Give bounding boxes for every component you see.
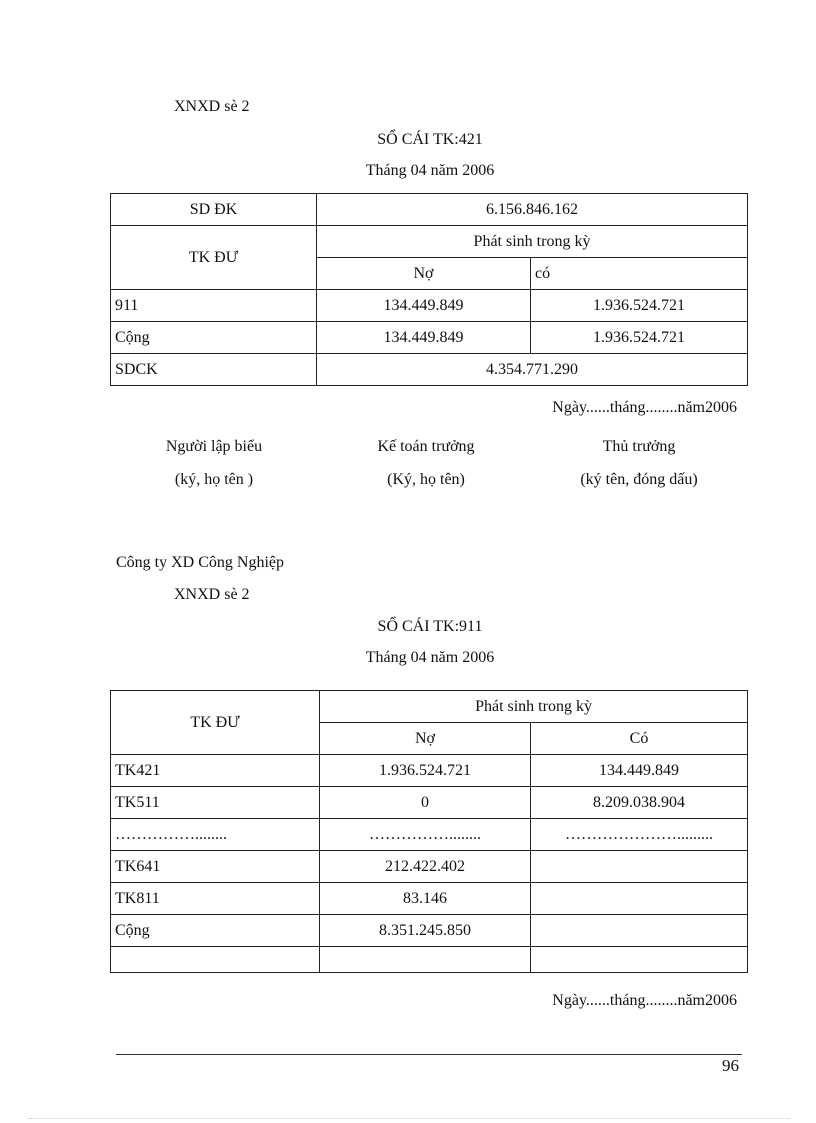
account-header: TK ĐƯ xyxy=(111,691,320,755)
debit-cell: 1.936.524.721 xyxy=(320,755,531,787)
header-row xyxy=(111,226,748,258)
debit-header: Nợ xyxy=(320,723,531,755)
ledger-title-911: SỔ CÁI TK:911 xyxy=(377,618,483,635)
debit-cell: 134.449.849 xyxy=(317,322,531,354)
debit-cell: 0 xyxy=(320,787,531,819)
account-cell: Cộng xyxy=(111,915,320,947)
preparer-note: (ký, họ tên ) xyxy=(174,471,254,488)
opening-balance-row xyxy=(111,194,748,226)
opening-balance-label: SD ĐK xyxy=(111,194,317,226)
accountant-title: Kế toán trưởng xyxy=(377,438,475,455)
debit-cell: 83.146 xyxy=(320,883,531,915)
ledger-period-911: Tháng 04 năm 2006 xyxy=(365,649,495,666)
company-name: Công ty XD Công Nghiệp xyxy=(116,554,284,571)
ledger-table-911 xyxy=(110,690,748,973)
director-note: (ký tên, đóng dấu) xyxy=(580,471,698,488)
table-row xyxy=(111,819,748,851)
account-cell: Cộng xyxy=(111,322,317,354)
table-row xyxy=(111,883,748,915)
closing-balance-label: SDCK xyxy=(111,354,317,386)
table-row xyxy=(111,290,748,322)
preparer-title: Người lập biểu xyxy=(165,438,263,455)
debit-cell: 134.449.849 xyxy=(317,290,531,322)
opening-balance-value: 6.156.846.162 xyxy=(317,194,748,226)
table-row xyxy=(111,322,748,354)
page-edge-divider xyxy=(28,1118,790,1119)
credit-cell xyxy=(531,851,748,883)
credit-cell xyxy=(531,883,748,915)
period-header: Phát sinh trong kỳ xyxy=(320,691,748,723)
table-row xyxy=(111,947,748,973)
account-cell: TK811 xyxy=(111,883,320,915)
director-title: Thủ trưởng xyxy=(602,438,676,455)
unit-name-911: XNXD sè 2 xyxy=(174,586,250,603)
period-header: Phát sinh trong kỳ xyxy=(317,226,748,258)
debit-cell xyxy=(320,947,531,973)
table-row xyxy=(111,787,748,819)
debit-cell: ……………........ xyxy=(320,819,531,851)
account-cell: TK421 xyxy=(111,755,320,787)
account-cell: TK511 xyxy=(111,787,320,819)
credit-header: có xyxy=(531,258,748,290)
date-line-911: Ngày......tháng........năm2006 xyxy=(552,992,737,1009)
credit-cell: 8.209.038.904 xyxy=(531,787,748,819)
unit-name-421: XNXD sè 2 xyxy=(174,98,250,115)
closing-balance-value: 4.354.771.290 xyxy=(317,354,748,386)
debit-cell: 212.422.402 xyxy=(320,851,531,883)
ledger-period-421: Tháng 04 năm 2006 xyxy=(365,162,495,179)
debit-cell: 8.351.245.850 xyxy=(320,915,531,947)
table-row xyxy=(111,755,748,787)
credit-cell: …………………......... xyxy=(531,819,748,851)
credit-cell xyxy=(531,947,748,973)
credit-cell: 134.449.849 xyxy=(531,755,748,787)
credit-header: Có xyxy=(531,723,748,755)
ledger-title-421: SỔ CÁI TK:421 xyxy=(377,131,483,148)
ledger-table-421 xyxy=(110,193,748,386)
page-number: 96 xyxy=(722,1056,739,1075)
accountant-note: (Ký, họ tên) xyxy=(387,471,465,488)
date-line-421: Ngày......tháng........năm2006 xyxy=(552,399,737,416)
table-row xyxy=(111,915,748,947)
closing-balance-row xyxy=(111,354,748,386)
account-cell: 911 xyxy=(111,290,317,322)
account-header: TK ĐƯ xyxy=(111,226,317,290)
table-row xyxy=(111,851,748,883)
account-cell xyxy=(111,947,320,973)
account-cell: TK641 xyxy=(111,851,320,883)
credit-cell xyxy=(531,915,748,947)
header-row xyxy=(111,691,748,723)
debit-header: Nợ xyxy=(317,258,531,290)
credit-cell: 1.936.524.721 xyxy=(531,290,748,322)
credit-cell: 1.936.524.721 xyxy=(531,322,748,354)
account-cell: ……………........ xyxy=(111,819,320,851)
footer-divider xyxy=(116,1054,742,1055)
